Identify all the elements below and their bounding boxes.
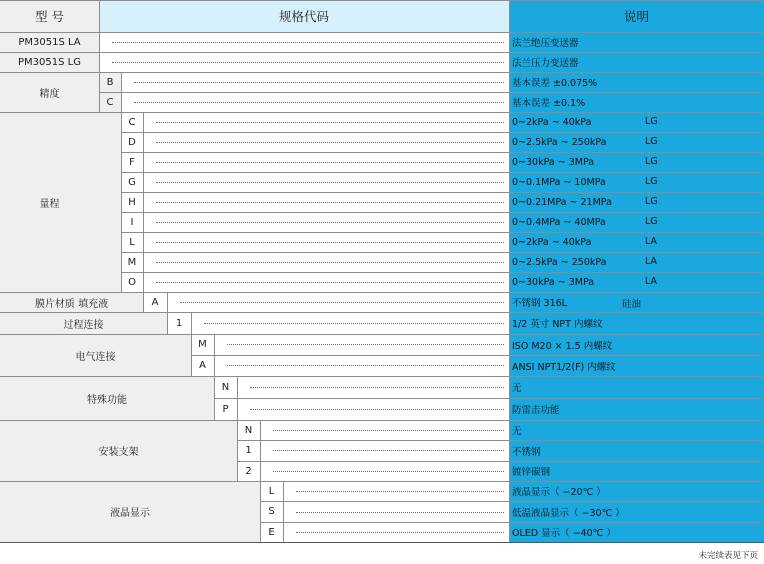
range-code: G [121, 172, 143, 192]
grid-line [237, 440, 764, 441]
electrical-label: 电气连接 [0, 334, 191, 376]
range-code: L [121, 232, 143, 252]
lcd-code-e: E [260, 522, 283, 542]
range-suffix: LA [645, 276, 658, 287]
leader-dots [134, 102, 504, 103]
desc-special-p: 防雷击功能 [512, 405, 560, 416]
header-code: 规格代码 [99, 0, 509, 32]
leader-dots [180, 302, 504, 303]
grid-line [0, 72, 764, 73]
leader-dots [273, 430, 504, 431]
grid-line [121, 192, 764, 193]
desc-pm3051s-la: 法兰绝压变送器 [512, 38, 579, 49]
grid-line [237, 461, 764, 462]
grid-line [0, 334, 764, 335]
grid-line [0, 0, 764, 1]
leader-dots [156, 222, 504, 223]
grid-line [191, 312, 192, 376]
desc-lcd-e: OLED 显示（ −40℃ ） [512, 528, 616, 539]
leader-dots [156, 262, 504, 263]
electrical-code-m: M [191, 334, 214, 355]
leader-dots [273, 471, 504, 472]
accuracy-code-b: B [99, 72, 121, 92]
range-code: F [121, 152, 143, 172]
leader-dots [273, 450, 504, 451]
grid-line [121, 72, 122, 112]
leader-dots [296, 491, 504, 492]
desc-bracket-2: 镀锌碳钢 [512, 467, 551, 478]
leader-dots [296, 512, 504, 513]
accuracy-label: 精度 [0, 72, 99, 112]
grid-line [0, 292, 764, 293]
desc-electrical-a: ANSI NPT1/2(F) 内螺纹 [512, 361, 616, 373]
desc-range: 0~2kPa ~ 40kPa [512, 116, 592, 128]
grid-line [0, 542, 764, 543]
desc-process: 1/2 英寸 NPT 内螺纹 [512, 319, 603, 330]
grid-line [283, 481, 284, 542]
leader-dots [296, 532, 504, 533]
desc-bracket-n: 无 [512, 426, 522, 437]
leader-dots [227, 365, 504, 366]
desc-bracket-1: 不锈钢 [512, 446, 541, 458]
grid-line [0, 420, 764, 421]
range-label [0, 112, 99, 292]
leader-dots [156, 242, 504, 243]
desc-range: 0~2.5kPa ~ 250kPa [512, 136, 607, 148]
accuracy-code-c: C [99, 92, 121, 112]
membrane-fill: 硅油 [622, 299, 642, 310]
grid-line [121, 172, 764, 173]
desc-lcd-l: 液晶显示（ −20℃ ） [512, 487, 606, 498]
range-suffix: LG [645, 156, 658, 167]
lcd-code-s: S [260, 501, 283, 522]
membrane-code: A [143, 292, 167, 312]
range-suffix: LG [645, 136, 658, 147]
desc-range: 0~2kPa ~ 40kPa [512, 236, 592, 248]
range-code: O [121, 272, 143, 292]
grid-line [214, 398, 764, 399]
desc-range: 0~30kPa ~ 3MPa [512, 276, 595, 288]
desc-special-n: 无 [512, 383, 522, 394]
electrical-code-a: A [191, 355, 214, 376]
range-code: M [121, 252, 143, 272]
desc-electrical-m: ISO M20 × 1.5 内螺纹 [512, 340, 613, 352]
header-model: 型 号 [0, 0, 99, 32]
range-suffix: LA [645, 236, 658, 247]
grid-line [0, 52, 764, 53]
grid-line [121, 152, 764, 153]
bracket-code-2: 2 [237, 461, 260, 481]
grid-line [0, 32, 764, 33]
grid-line [121, 252, 764, 253]
desc-range: 0~2.5kPa ~ 250kPa [512, 256, 607, 268]
desc-lcd-s: 低温液晶显示（ −30℃ ） [512, 507, 625, 519]
process-code: 1 [167, 312, 191, 334]
lcd-code-l: L [260, 481, 283, 501]
grid-line [121, 212, 764, 213]
grid-line [0, 112, 764, 113]
process-label: 过程连接 [0, 312, 167, 334]
leader-dots [134, 82, 504, 83]
grid-line [0, 312, 764, 313]
grid-line [121, 112, 122, 292]
grid-line [260, 522, 764, 523]
desc-accuracy-b: 基本误差 ±0.075% [512, 78, 598, 89]
desc-range: 0~0.4MPa ~ 40MPa [512, 216, 606, 228]
grid-line [167, 292, 168, 334]
leader-dots [156, 122, 504, 123]
range-suffix: LG [645, 116, 658, 127]
desc-range: 0~0.21MPa ~ 21MPa [512, 196, 612, 208]
grid-line [237, 376, 238, 481]
range-suffix: LG [645, 196, 658, 207]
grid-line [260, 501, 764, 502]
grid-line [260, 420, 261, 542]
leader-dots [112, 42, 504, 43]
range-label-text: 量程 [39, 198, 60, 210]
leader-dots [156, 282, 504, 283]
model-pm3051s-la: PM3051S LA [0, 32, 99, 52]
leader-dots [112, 62, 504, 63]
range-code: C [121, 112, 143, 132]
range-spacer [99, 112, 121, 292]
grid-line [509, 0, 510, 542]
bracket-label: 安装支架 [0, 420, 237, 481]
header-desc: 说明 [509, 0, 764, 32]
bracket-code-n: N [237, 420, 260, 440]
desc-membrane: 不锈钢 316L [512, 298, 567, 309]
leader-dots [227, 344, 504, 345]
bracket-code-1: 1 [237, 440, 260, 461]
leader-dots [156, 202, 504, 203]
grid-line [121, 272, 764, 273]
range-suffix: LG [645, 216, 658, 227]
desc-range: 0~30kPa ~ 3MPa [512, 156, 595, 168]
range-code: H [121, 192, 143, 212]
leader-dots [156, 142, 504, 143]
leader-dots [250, 387, 504, 388]
range-suffix: LG [645, 176, 658, 187]
special-code-n: N [214, 376, 237, 398]
range-code: D [121, 132, 143, 152]
grid-line [0, 376, 764, 377]
leader-dots [156, 182, 504, 183]
model-pm3051s-lg: PM3051S LG [0, 52, 99, 72]
grid-line [99, 92, 764, 93]
membrane-label: 膜片材质 填充液 [0, 292, 143, 312]
special-code-p: P [214, 398, 237, 420]
leader-dots [250, 409, 504, 410]
leader-dots [156, 162, 504, 163]
grid-line [0, 481, 764, 482]
grid-line [143, 112, 144, 312]
grid-line [191, 355, 764, 356]
leader-dots [204, 323, 504, 324]
grid-line [121, 232, 764, 233]
grid-line [99, 0, 100, 112]
desc-accuracy-c: 基本误差 ±0.1% [512, 98, 586, 109]
desc-pm3051s-lg: 法兰压力变送器 [512, 58, 579, 69]
special-label: 特殊功能 [0, 376, 214, 420]
desc-range: 0~0.1MPa ~ 10MPa [512, 176, 606, 188]
grid-line [121, 132, 764, 133]
continued-note: 未完续表见下页 [698, 551, 758, 561]
range-suffix: LA [645, 256, 658, 267]
lcd-label: 液晶显示 [0, 481, 260, 542]
grid-line [214, 334, 215, 420]
range-code: I [121, 212, 143, 232]
